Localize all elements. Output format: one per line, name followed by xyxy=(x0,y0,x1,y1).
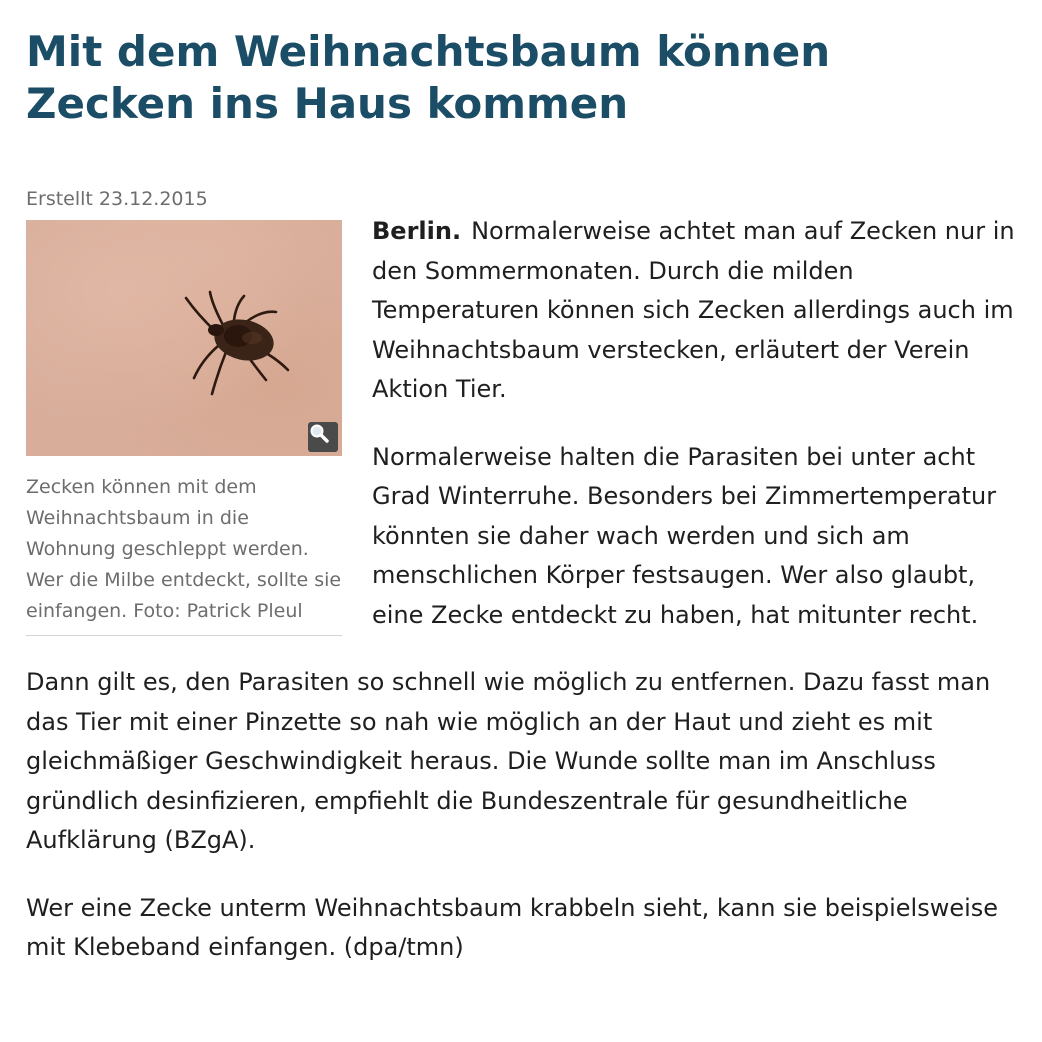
created-date: Erstellt 23.12.2015 xyxy=(26,188,208,210)
article xyxy=(26,26,1020,996)
article-figure xyxy=(26,220,342,636)
magnifier-icon xyxy=(308,422,330,444)
paragraph-2: Normalerweise halten die Parasiten bei unter acht Grad Winterruhe. Besonders bei Zimmertemperatur könnten sie daher wach werden und sich am menschlichen Körper festsaugen. Wer also glaubt, eine Zecke entdeckt zu haben, hat mitunter recht. xyxy=(372,442,997,629)
paragraph-4: Wer eine Zecke unterm Weihnachtsbaum krabbeln sieht, kann sie beispielsweise mit Klebeband einfangen. (dpa/tmn) xyxy=(26,893,999,961)
tick-photo[interactable] xyxy=(26,220,342,456)
zoom-button[interactable] xyxy=(308,422,338,452)
figure-caption: Zecken können mit dem Weihnachtsbaum in die Wohnung geschleppt werden. Wer die Milbe entdeckt, sollte sie einfangen. Foto: Patrick Pleul xyxy=(26,476,342,622)
paragraph-1-text: Normalerweise achtet man auf Zecken nur in den Sommermonaten. Durch die milden Temperaturen können sich Zecken allerdings auch im Weihnachtsbaum verstecken, erläutert der Verein Aktion Tier. xyxy=(372,217,1015,403)
tick-icon xyxy=(26,220,342,456)
paragraph-3: Dann gilt es, den Parasiten so schnell wie möglich zu entfernen. Dazu fasst man das Tier mit einer Pinzette so nah wie möglich an der Haut und zieht es mit gleichmäßiger Geschwindigkeit heraus. Die Wunde sollte man im Anschluss gründlich desinfizieren, empfiehlt die Bundeszentrale für gesundheitliche Aufklärung (BZgA). xyxy=(26,668,991,854)
article-headline: Mit dem Weihnachtsbaum können Zecken ins Haus kommen xyxy=(26,27,831,128)
dateline: Berlin. xyxy=(372,217,462,245)
